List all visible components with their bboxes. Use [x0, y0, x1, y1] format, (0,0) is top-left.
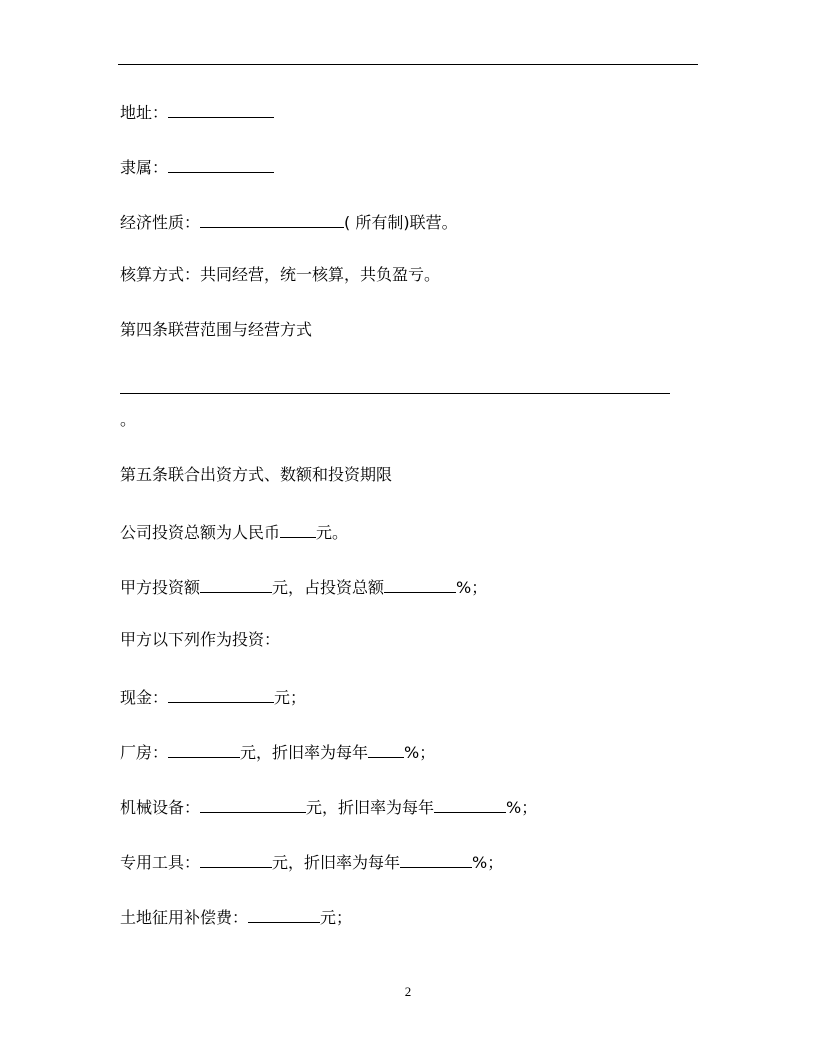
land-compensation-blank[interactable]: [248, 905, 320, 923]
economic-nature-line: [120, 210, 458, 230]
factory-mid: 元，折旧率为每年: [240, 743, 369, 762]
cash-blank[interactable]: [168, 685, 274, 703]
cash-label: 现金：: [120, 688, 169, 707]
party-a-items-line: 甲方以下列作为投资：: [120, 630, 281, 649]
factory-suffix: %；: [404, 743, 436, 762]
tools-mid: 元，折旧率为每年: [272, 853, 401, 872]
machinery-amount-blank[interactable]: [200, 795, 306, 813]
machinery-line: [120, 795, 537, 815]
economic-nature-blank[interactable]: [200, 210, 344, 228]
affiliation-blank[interactable]: [168, 155, 274, 173]
total-investment-prefix: 公司投资总额为人民币: [120, 523, 281, 542]
article-5-heading: 第五条联合出资方式、数额和投资期限: [120, 465, 393, 484]
tools-rate-blank[interactable]: [400, 850, 472, 868]
economic-nature-label: 经济性质：: [120, 213, 201, 232]
tools-label: 专用工具：: [120, 853, 201, 872]
article-4-heading: 第四条联营范围与经营方式: [120, 320, 313, 339]
tools-line: [120, 850, 503, 870]
factory-label: 厂房：: [120, 743, 169, 762]
total-investment-line: [120, 520, 348, 540]
total-investment-blank[interactable]: [280, 520, 316, 538]
address-label: 地址：: [120, 103, 169, 122]
land-compensation-line: [120, 905, 352, 925]
machinery-mid: 元，折旧率为每年: [306, 798, 435, 817]
article-4-end-mark: 。: [120, 410, 137, 429]
machinery-suffix: %；: [506, 798, 538, 817]
page-number: 2: [404, 984, 412, 999]
tools-suffix: %；: [472, 853, 504, 872]
party-a-investment-mid: 元，占投资总额: [272, 578, 385, 597]
party-a-investment-line: [120, 575, 487, 595]
cash-suffix: 元；: [274, 688, 307, 707]
party-a-percent-blank[interactable]: [384, 575, 456, 593]
affiliation-line: [120, 155, 274, 175]
accounting-line: 核算方式：共同经营，统一核算，共负盈亏。: [120, 265, 441, 284]
tools-amount-blank[interactable]: [200, 850, 272, 868]
affiliation-label: 隶属：: [120, 158, 169, 177]
party-a-amount-blank[interactable]: [200, 575, 272, 593]
economic-nature-suffix: ( 所有制)联营。: [344, 213, 458, 232]
party-a-investment-suffix: %；: [456, 578, 488, 597]
cash-line: [120, 685, 306, 705]
factory-line: [120, 740, 435, 760]
address-blank[interactable]: [168, 100, 274, 118]
header-rule: [118, 64, 698, 65]
address-line: [120, 100, 274, 120]
factory-amount-blank[interactable]: [168, 740, 240, 758]
business-scope-blank[interactable]: [120, 393, 670, 394]
land-compensation-suffix: 元；: [320, 908, 353, 927]
land-compensation-label: 土地征用补偿费：: [120, 908, 249, 927]
total-investment-suffix: 元。: [316, 523, 349, 542]
machinery-label: 机械设备：: [120, 798, 201, 817]
party-a-investment-prefix: 甲方投资额: [120, 578, 201, 597]
factory-rate-blank[interactable]: [368, 740, 404, 758]
machinery-rate-blank[interactable]: [434, 795, 506, 813]
